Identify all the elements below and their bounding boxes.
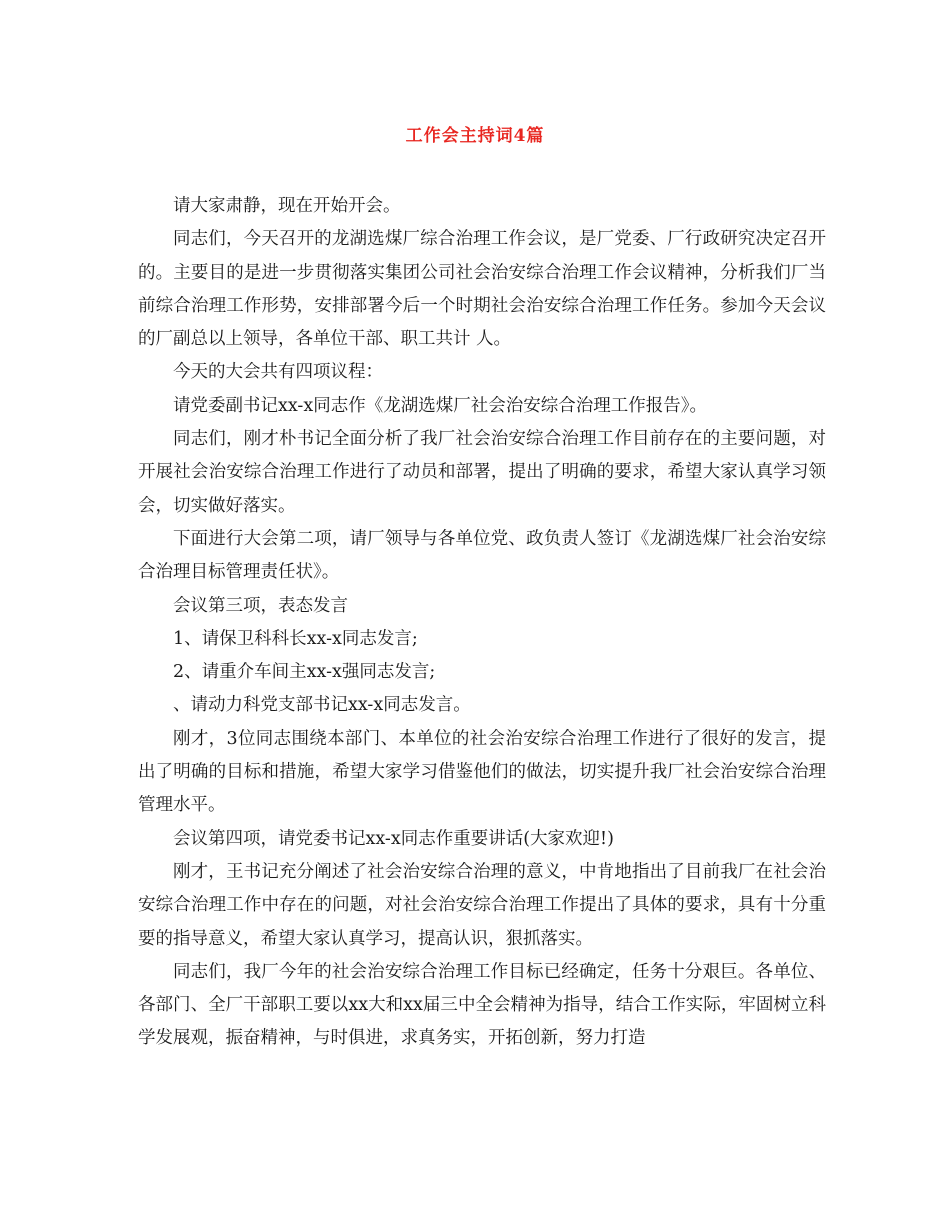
paragraph: 会议第三项，表态发言 bbox=[173, 595, 348, 616]
paragraph: 今天的大会共有四项议程： bbox=[173, 362, 383, 383]
paragraph: 同志们，我厂今年的社会治安综合治理工作目标已经确定，任务十分艰巨。各单位、各部门、全厂干部职工要以xx大和xx届三中全会精神为指导，结合工作实际，牢固树立科学发展观，振奋精神，与时俱进，求真务实，开拓创新，努力打造 bbox=[138, 961, 826, 1049]
paragraph: 1、请保卫科科长xx-x同志发言; bbox=[173, 628, 418, 649]
paragraph: 同志们，今天召开的龙湖选煤厂综合治理工作会议，是厂党委、厂行政研究决定召开的。主要目的是进一步贯彻落实集团公司社会治安综合治理工作会议精神，分析我们厂当前综合治理工作形势，安排部署今后一个时期社会治安综合治理工作任务。参加今天会议的厂副总以上领导，各单位干部、职工共计 人。 bbox=[138, 229, 826, 350]
paragraph: 会议第四项，请党委书记xx-x同志作重要讲话(大家欢迎!) bbox=[173, 828, 614, 849]
paragraph: 请大家肃静，现在开始开会。 bbox=[173, 196, 401, 216]
document-title: 工作会主持词4篇 bbox=[405, 126, 545, 146]
paragraph: 、请动力科党支部书记xx-x同志发言。 bbox=[173, 695, 471, 716]
paragraph: 刚才，3位同志围绕本部门、本单位的社会治安综合治理工作进行了很好的发言，提出了明确的目标和措施，希望大家学习借鉴他们的做法，切实提升我厂社会治安综合治理管理水平。 bbox=[138, 728, 826, 816]
paragraph: 下面进行大会第二项，请厂领导与各单位党、政负责人签订《龙湖选煤厂社会治安综合治理目标管理责任状》。 bbox=[138, 528, 826, 583]
document-body bbox=[138, 190, 826, 1056]
paragraph: 请党委副书记xx-x同志作《龙湖选煤厂社会治安综合治理工作报告》。 bbox=[173, 395, 707, 416]
paragraph: 2、请重介车间主xx-x强同志发言; bbox=[173, 662, 436, 683]
paragraph: 同志们，刚才朴书记全面分析了我厂社会治安综合治理工作目前存在的主要问题，对开展社会治安综合治理工作进行了动员和部署，提出了明确的要求，希望大家认真学习领会，切实做好落实。 bbox=[138, 429, 826, 516]
paragraph: 刚才，王书记充分阐述了社会治安综合治理的意义，中肯地指出了目前我厂在社会治安综合治理工作中存在的问题，对社会治安综合治理工作提出了具体的要求，具有十分重要的指导意义，希望大家认真学习，提高认识，狠抓落实。 bbox=[138, 861, 826, 949]
